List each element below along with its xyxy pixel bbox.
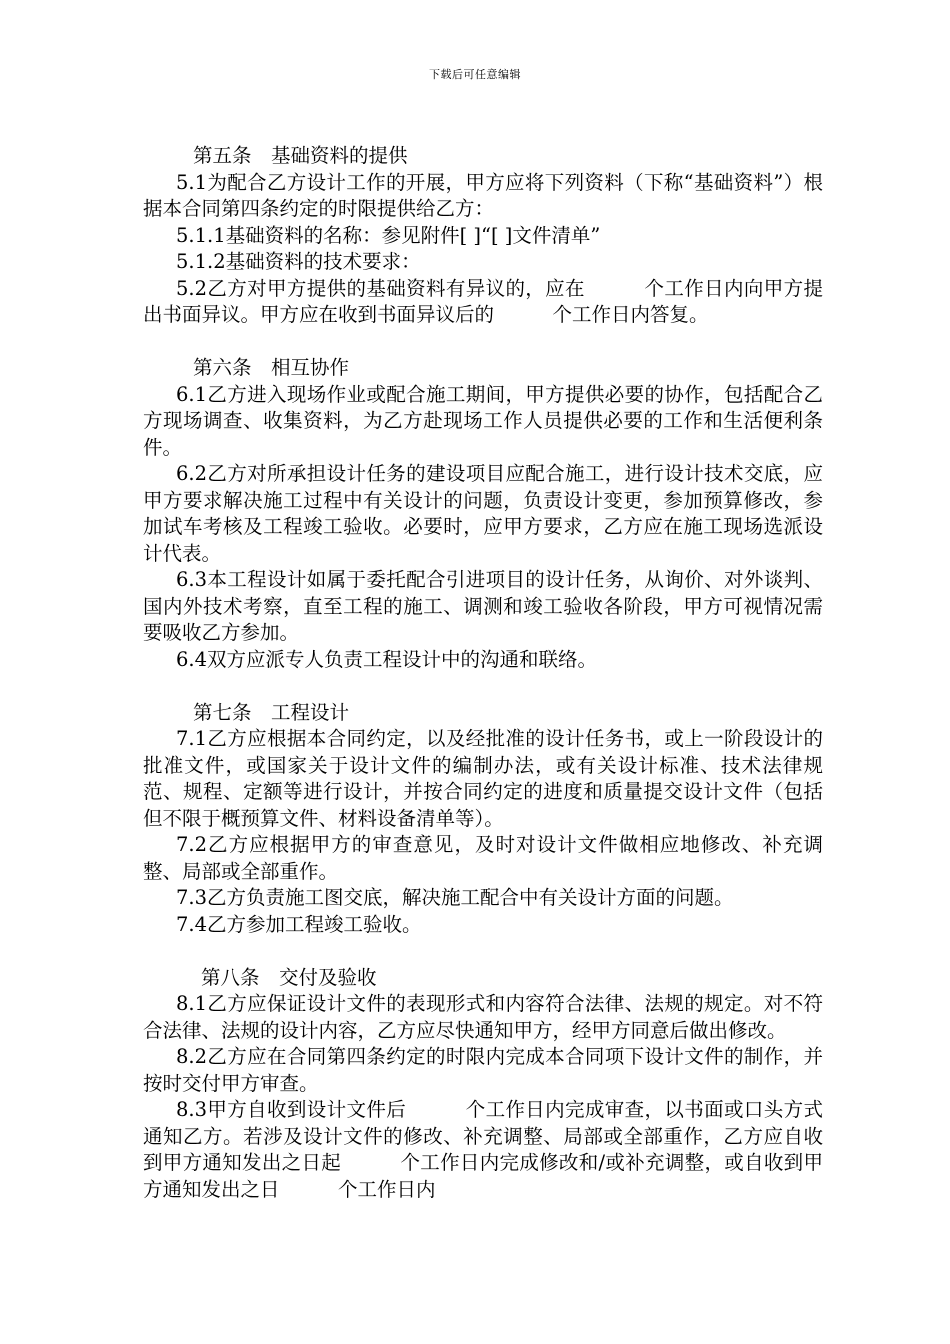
paragraph: 5.1为配合乙方设计工作的开展，甲方应将下列资料（下称“基础资料”）根据本合同第四条约定的时限提供给乙方： <box>143 170 823 220</box>
paragraph: 8.3甲方自收到设计文件后 个工作日内完成审查，以书面或口头方式通知乙方。若涉及设计文件的修改、补充调整、局部或全部重作，乙方应自收到甲方通知发出之日起 个工作日内完成修改和/或补充调整，或自收到甲方通知发出之日 个工作日内 <box>143 1098 823 1201</box>
section-article-5 <box>143 143 823 329</box>
section-heading: 第七条 工程设计 <box>193 700 350 724</box>
paragraph: 5.1.1基础资料的名称：参见附件[ ]“[ ]文件清单” <box>176 223 601 247</box>
paragraph: 6.2乙方对所承担设计任务的建设项目应配合施工，进行设计技术交底，应甲方要求解决施工过程中有关设计的问题，负责设计变更，参加预算修改，参加试车考核及工程竣工验收。必要时，应甲方要求，乙方应在施工现场选派设计代表。 <box>143 462 823 565</box>
section-article-7 <box>143 700 823 939</box>
section-article-6 <box>143 355 823 673</box>
paragraph: 8.1乙方应保证设计文件的表现形式和内容符合法律、法规的规定。对不符合法律、法规的设计内容，乙方应尽快通知甲方，经甲方同意后做出修改。 <box>143 992 823 1042</box>
section-heading: 第五条 基础资料的提供 <box>193 144 408 167</box>
paragraph: 7.2乙方应根据甲方的审查意见，及时对设计文件做相应地修改、补充调整、局部或全部重作。 <box>143 833 823 883</box>
paragraph: 6.4双方应派专人负责工程设计中的沟通和联络。 <box>176 647 598 671</box>
paragraph: 5.2乙方对甲方提供的基础资料有异议的，应在 个工作日内向甲方提出书面异议。甲方应在收到书面异议后的 个工作日内答复。 <box>143 276 823 326</box>
section-heading: 第六条 相互协作 <box>193 356 350 379</box>
paragraph: 6.1乙方进入现场作业或配合施工期间，甲方提供必要的协作，包括配合乙方现场调查、收集资料，为乙方赴现场工作人员提供必要的工作和生活便利条件。 <box>143 382 823 459</box>
paragraph: 7.1乙方应根据本合同约定，以及经批准的设计任务书，或上一阶段设计的批准文件，或国家关于设计文件的编制办法，或有关设计标准、技术法律规范、规程、定额等进行设计，并按合同约定的进度和质量提交设计文件（包括但不限于概预算文件、材料设备清单等）。 <box>143 727 823 830</box>
paragraph: 6.3本工程设计如属于委托配合引进项目的设计任务，从询价、对外谈判、国内外技术考察，直至工程的施工、调测和竣工验收各阶段，甲方可视情况需要吸收乙方参加。 <box>143 568 823 644</box>
paragraph: 8.2乙方应在合同第四条约定的时限内完成本合同项下设计文件的制作，并按时交付甲方审查。 <box>143 1045 823 1095</box>
paragraph: 7.4乙方参加工程竣工验收。 <box>176 912 422 936</box>
section-article-8 <box>143 965 823 1204</box>
page-header: 下载后可任意编辑 <box>429 68 521 81</box>
paragraph: 7.3乙方负责施工图交底，解决施工配合中有关设计方面的问题。 <box>176 886 734 909</box>
document-body <box>143 143 823 1230</box>
section-heading: 第八条 交付及验收 <box>201 965 377 989</box>
paragraph: 5.1.2基础资料的技术要求： <box>176 250 421 273</box>
